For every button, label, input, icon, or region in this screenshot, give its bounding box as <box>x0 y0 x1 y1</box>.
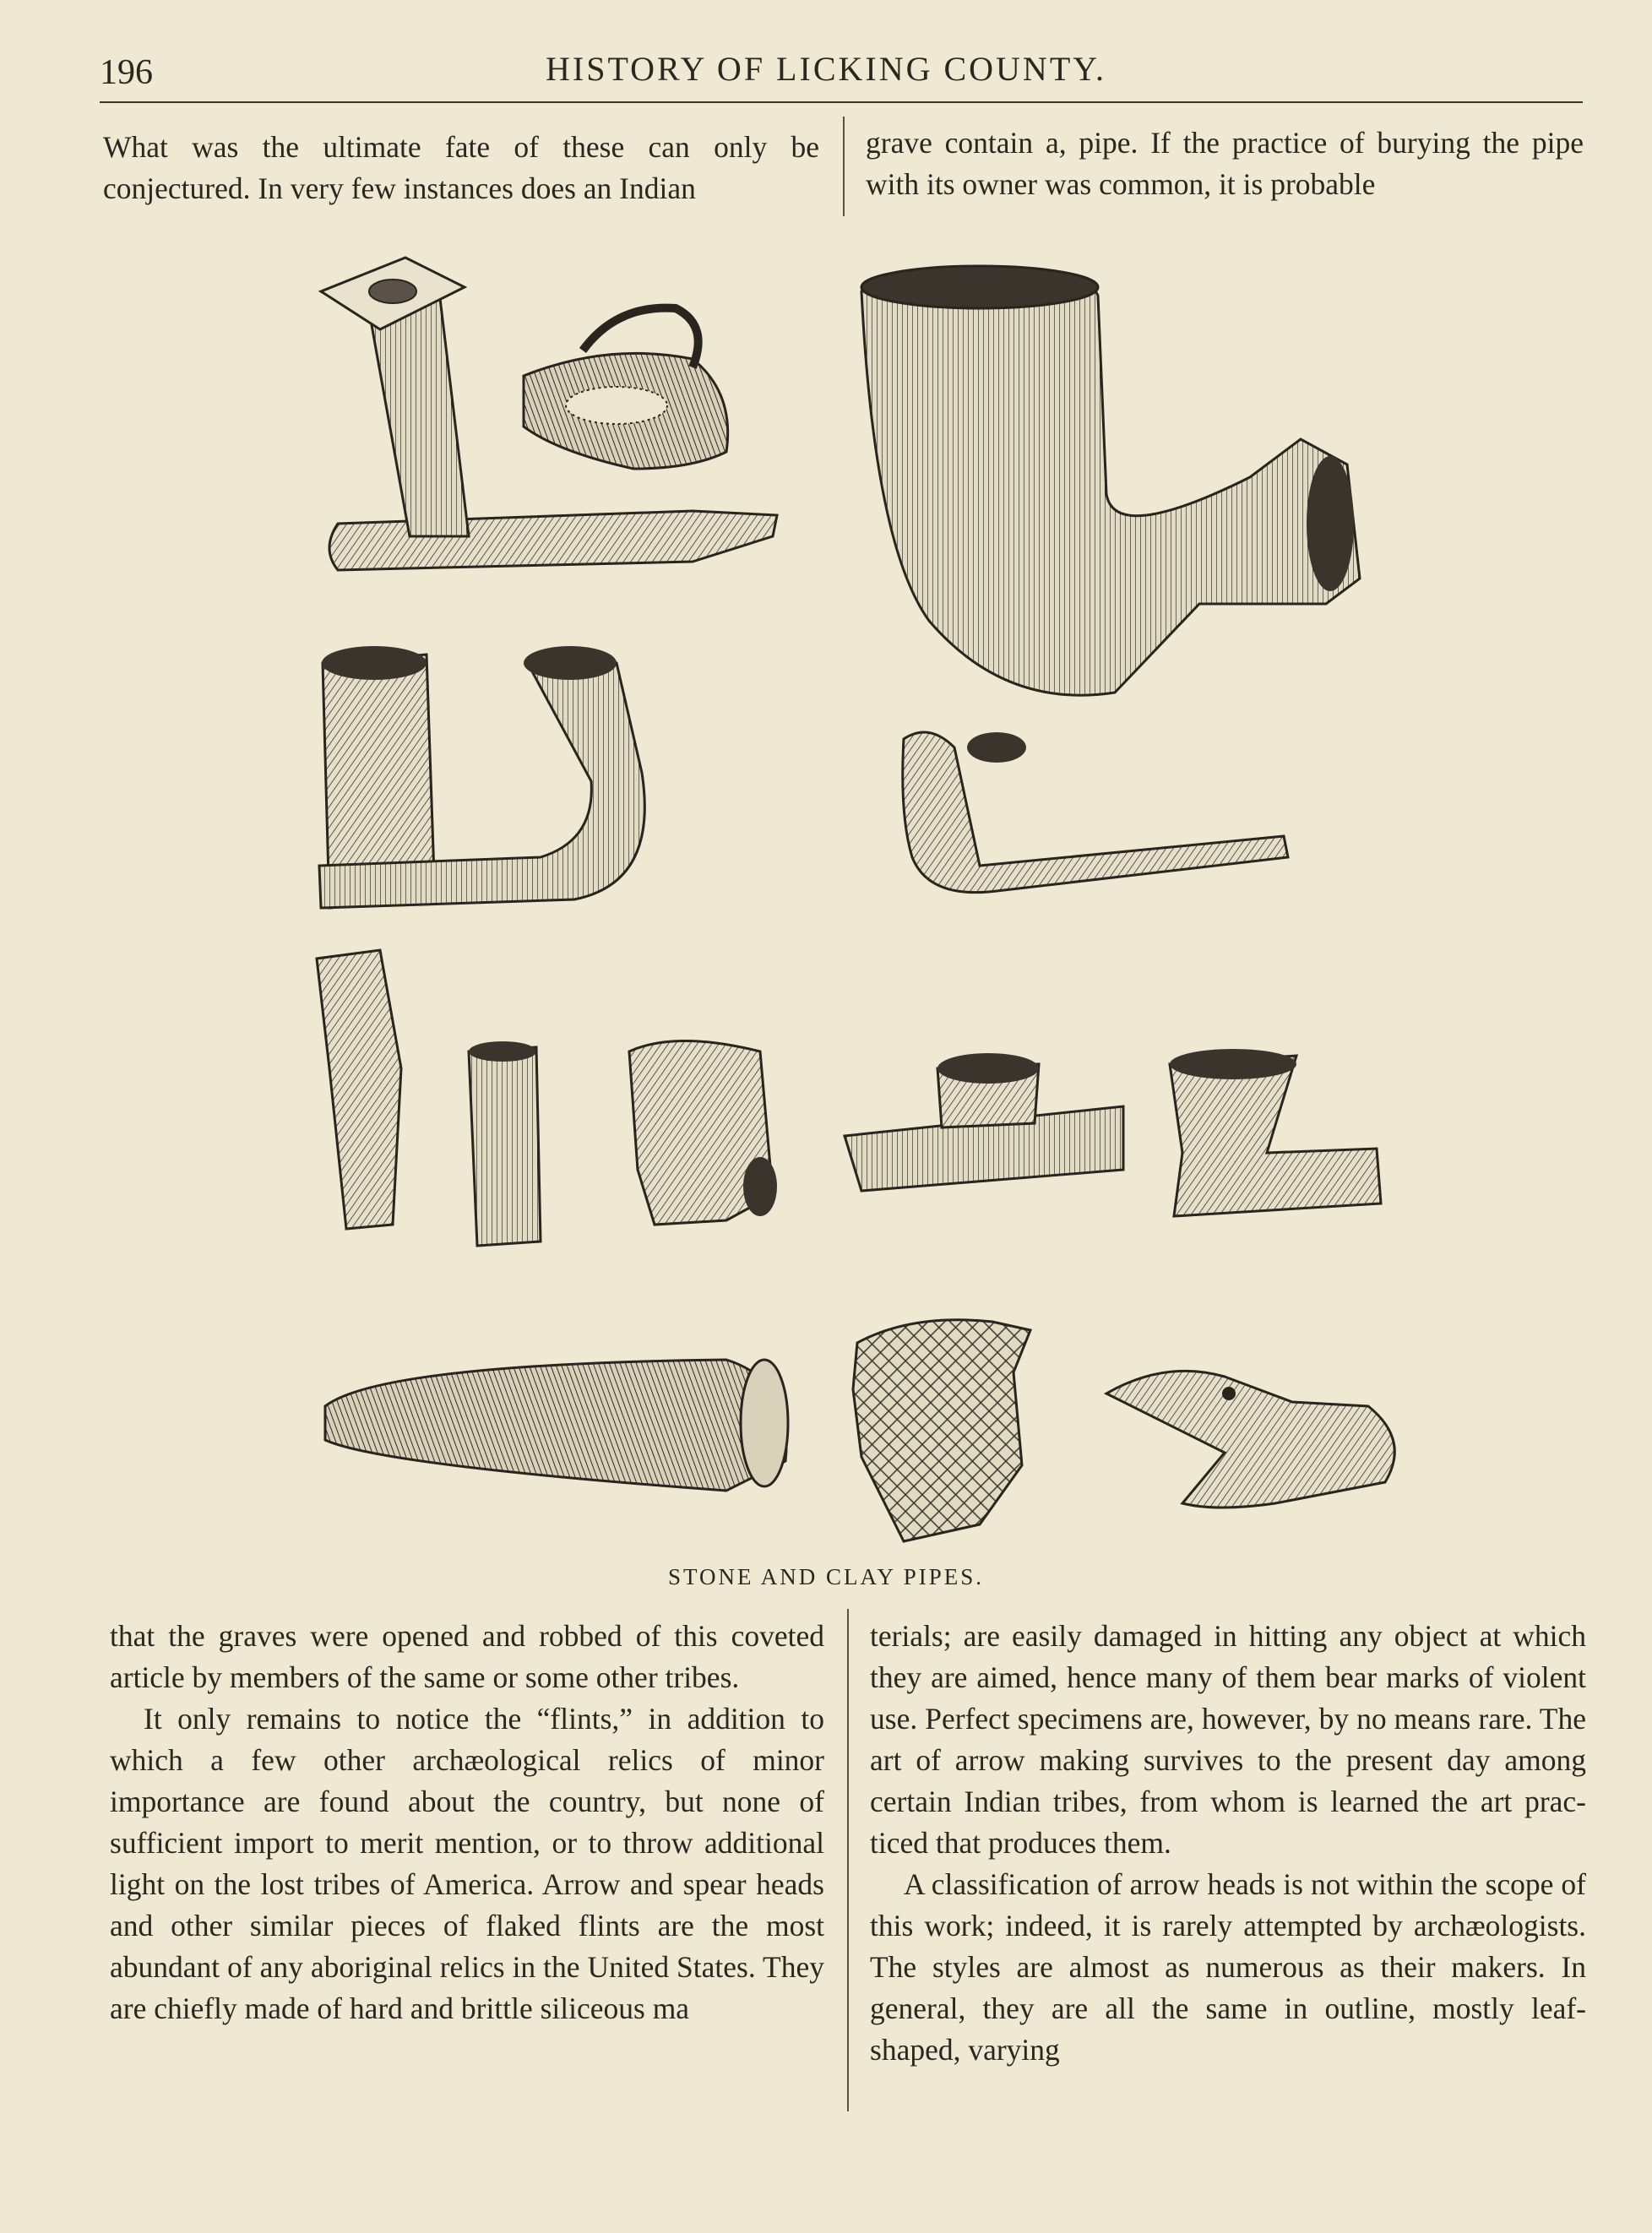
bird-effigy-pipe-drawing <box>524 308 728 469</box>
top-right-text: grave contain a, pipe. If the practice of burying the pipe with its owner was common, it is probable <box>866 126 1584 201</box>
bottom-column-rule <box>847 1609 849 2111</box>
header-rule <box>100 101 1583 103</box>
tube-pipe-drawing <box>469 1041 541 1246</box>
top-left-column <box>103 127 819 209</box>
bottom-left-paragraph-2: It only remains to notice the “flints,” in addition to which a few other archæological relics of minor importance are found about the country, but none of sufficient import to merit mention, or to throw additional light on the lost tribes of America. Arrow and spear heads and other similar pieces of flaked flints are the most abundant of any aboriginal relics in the United States. They are chiefly made of hard and brittle siliceous ma <box>110 1702 824 2025</box>
cigar-tube-pipe-drawing <box>325 1360 788 1491</box>
pipes-illustration <box>253 224 1470 1558</box>
stemmed-bowl-pipe-drawing <box>1170 1049 1381 1216</box>
bottom-right-paragraph-2: A classification of arrow heads is not within the scope of this work; indeed, it is rarely attempted by archæologists. The styles are almost as numerous as their makers. In general, they are all the same in outline, mostly leaf-shaped, varying <box>870 1867 1586 2067</box>
bottom-right-column <box>870 1616 1586 2071</box>
running-title: HISTORY OF LICKING COUNTY. <box>546 50 1106 88</box>
figure-caption: STONE AND CLAY PIPES. <box>667 1564 985 1589</box>
human-effigy-pipe-drawing <box>629 1041 777 1225</box>
bird-head-bowl-pipe-drawing <box>317 950 401 1229</box>
page-number: 196 <box>100 53 153 92</box>
serpent-coil-pipe-drawing <box>853 1320 1030 1541</box>
top-left-text: What was the ultimate fate of these can only be conjectured. In very few instances does an Indian <box>103 130 819 205</box>
bottom-left-paragraph-1: that the graves were opened and robbed of this coveted article by members of the same or some other tribes. <box>110 1619 824 1694</box>
large-clay-elbow-pipe-drawing <box>861 266 1360 695</box>
platform-bowl-pipe-drawing <box>845 1053 1123 1191</box>
bottom-right-paragraph-1: terials; are easily damaged in hitting any object at which they are aimed, hence many of them bear marks of violent use. Perfect specimens are, however, by no means rare. The art of arrow making survives to the present day among certain Indian tribes, from whom is learned the art practiced that produces them. <box>870 1619 1586 1860</box>
top-column-rule <box>843 117 845 216</box>
top-right-column <box>866 122 1584 205</box>
bottom-left-column <box>110 1616 824 2029</box>
effigy-head-pipe-drawing <box>903 732 1288 893</box>
eagle-head-pipe-drawing <box>1106 1371 1394 1508</box>
